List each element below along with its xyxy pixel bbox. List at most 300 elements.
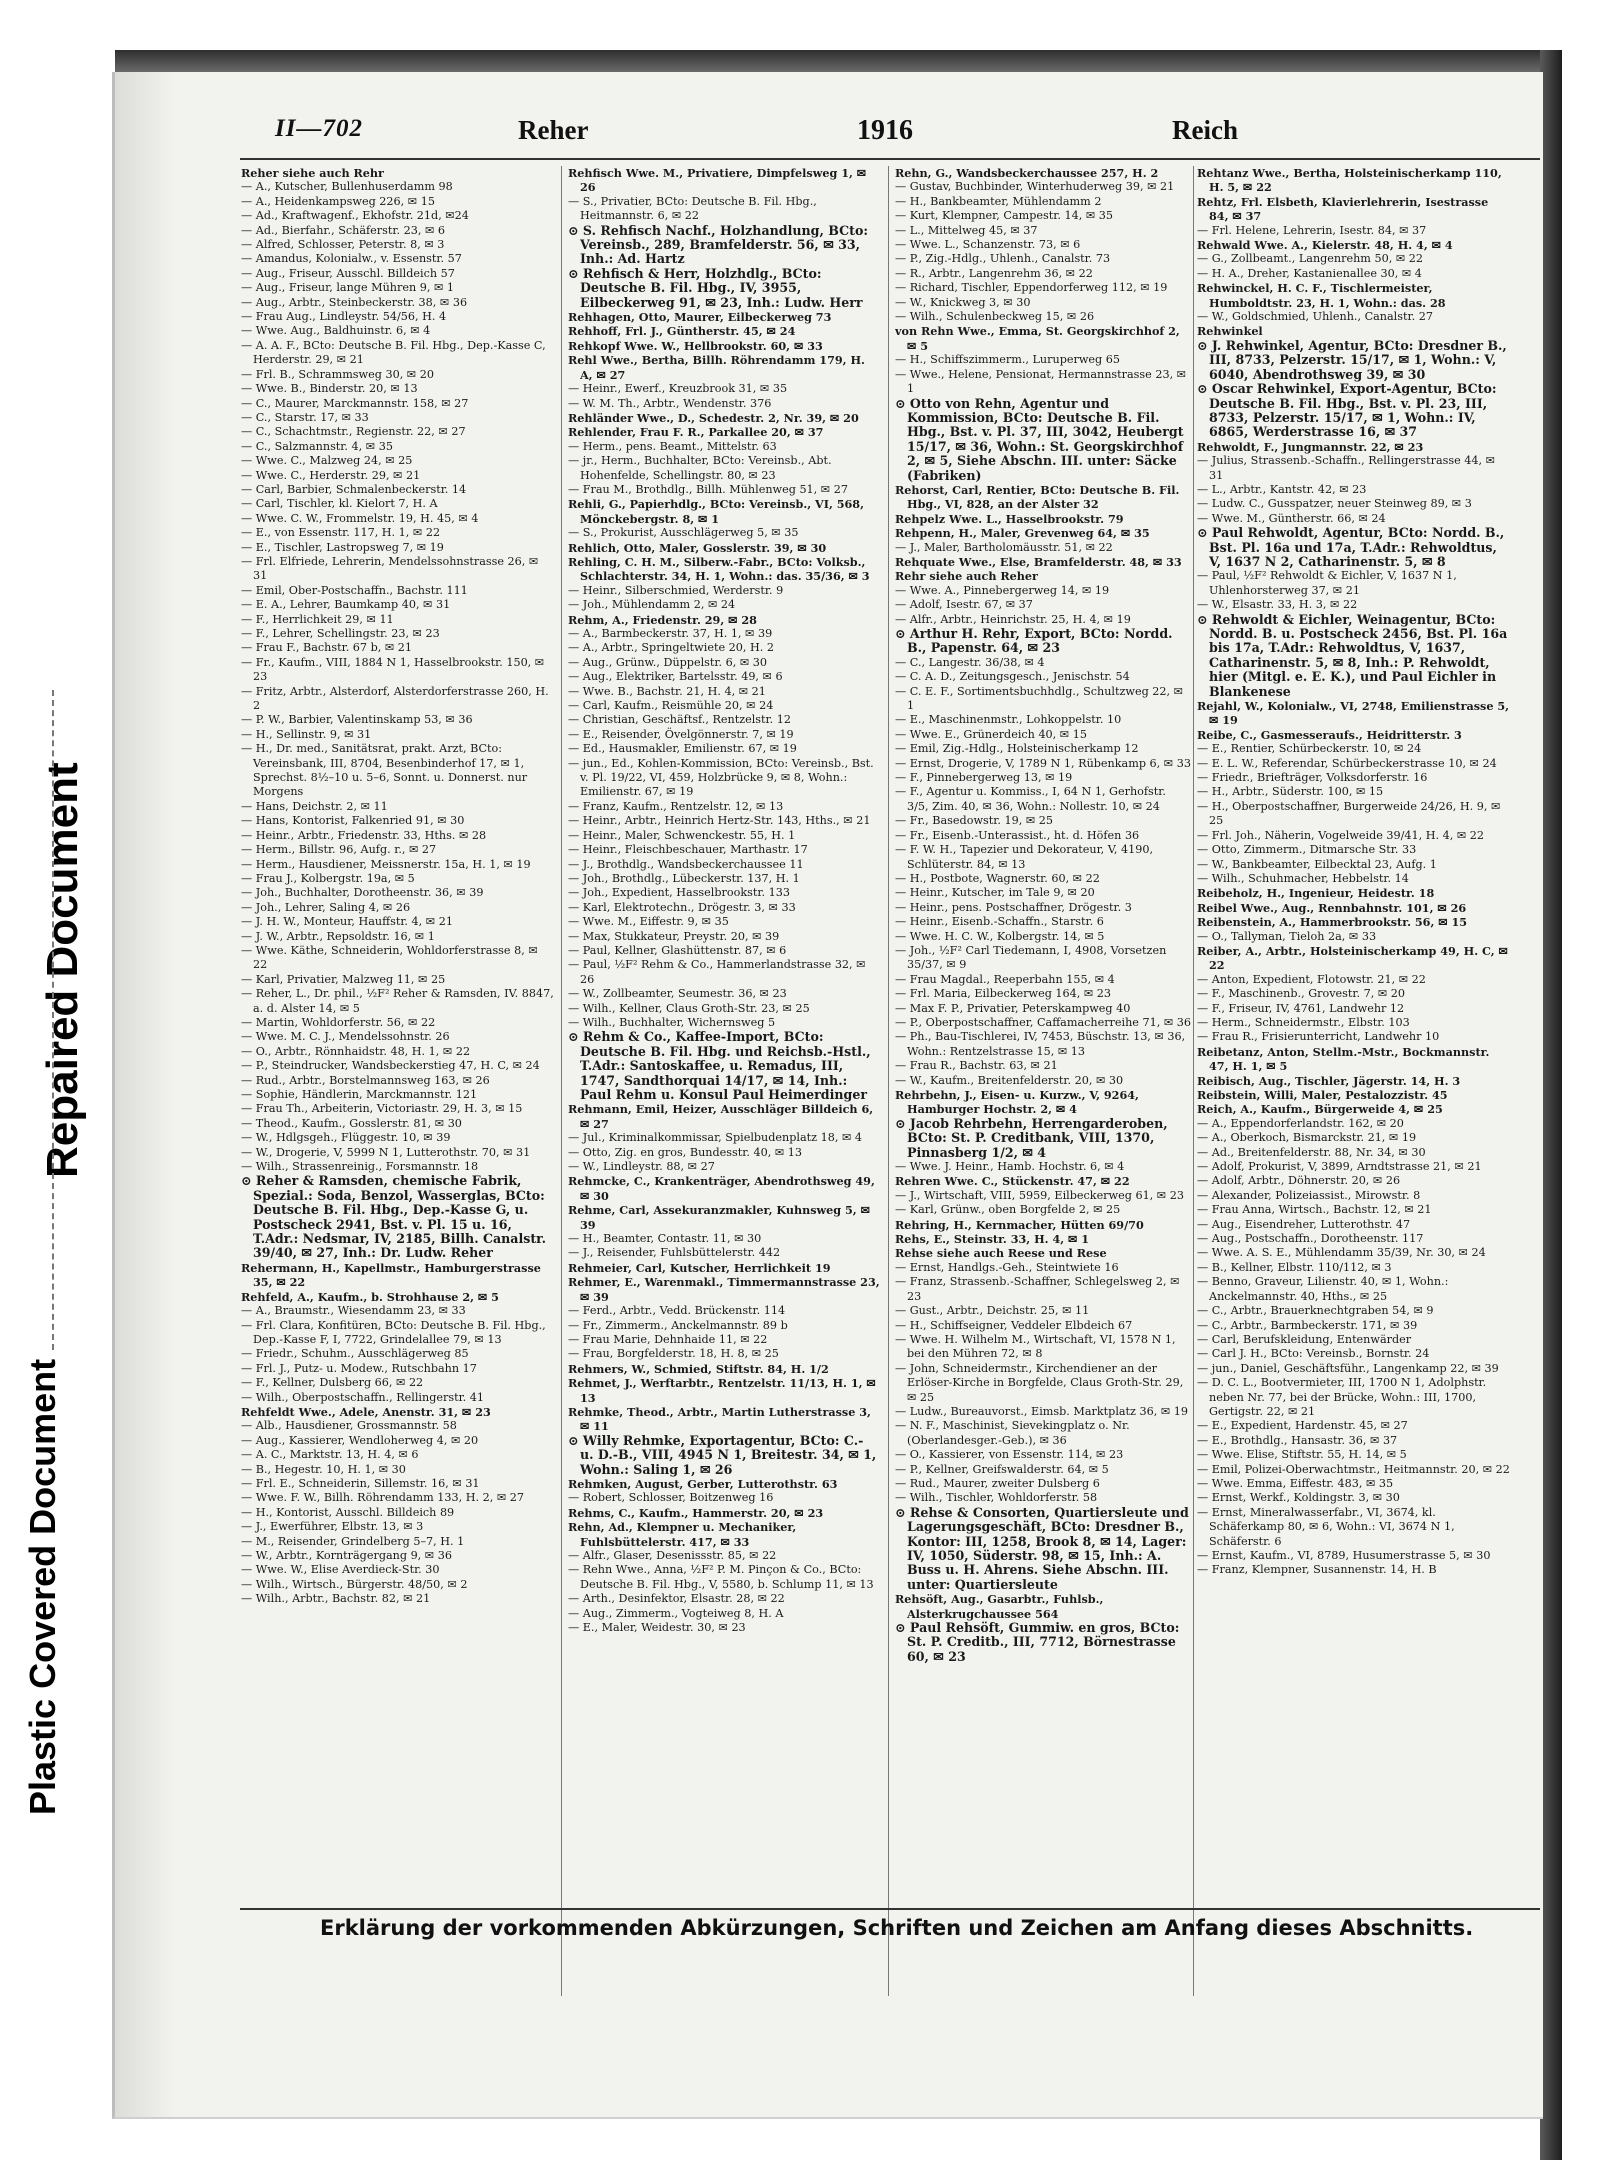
directory-entry: — B., Kellner, Elbstr. 110/112, ✉ 3: [1197, 1260, 1392, 1274]
directory-entry: Rehling, C. H. M., Silberw.-Fabr., BCto: Volksb., Schlachterstr. 34, H. 1, Wohn.: das. 35/36, ✉ 3: [568, 554, 870, 584]
directory-entry: — Wilh., Oberpostschaffn., Rellingerstr. 41: [241, 1390, 485, 1404]
directory-column-1: [241, 166, 554, 2086]
directory-entry: — Otto, Zimmerm., Ditmarsche Str. 33: [1197, 843, 1417, 857]
directory-entry: — Wwe. B., Bachstr. 21, H. 4, ✉ 21: [568, 684, 766, 698]
directory-entry: — Wwe. A. S. E., Mühlendamm 35/39, Nr. 30, ✉ 24: [1197, 1246, 1486, 1260]
directory-entry: ⊙ Rehm & Co., Kaffee-Import, BCto: Deutsche B. Fil. Hbg. und Reichsb.-Hstl., T.Adr.: Santoskaffee, u. Remadus, III, 1747, Sandthorquai 14/17, ✉ 14, Inh.: Paul Rehm u. Konsul Paul Heimerdinger: [568, 1029, 871, 1102]
directory-entry: — C. E. F., Sortimentsbuchhdlg., Schultzweg 22, ✉ 1: [895, 684, 1184, 713]
directory-entry: — Fr., Basedowstr. 19, ✉ 25: [895, 814, 1053, 828]
directory-entry: — Ed., Hausmakler, Emilienstr. 67, ✉ 19: [568, 742, 797, 756]
directory-entry: — Wilh., Buchhalter, Wichernsweg 5: [568, 1015, 776, 1029]
directory-entry: — John, Schneidermstr., Kirchendiener an der Erlöser-Kirche in Borgfelde, Claus Groth-Str. 29, ✉ 25: [895, 1361, 1184, 1404]
directory-entry: — L., Mittelweg 45, ✉ 37: [895, 223, 1038, 237]
directory-entry: Rehwald Wwe. A., Kielerstr. 48, H. 4, ✉ 4: [1197, 238, 1453, 253]
directory-entry: — Carl, Barbier, Schmalenbeckerstr. 14: [241, 482, 467, 496]
directory-entry: — Paul, Kellner, Glashüttenstr. 87, ✉ 6: [568, 943, 787, 957]
directory-entry: — O., Arbtr., Rönnhaidstr. 48, H. 1, ✉ 22: [241, 1044, 471, 1058]
directory-entry: — Ad., Bierfahr., Schäferstr. 23, ✉ 6: [241, 223, 445, 237]
directory-entry: — Herm., Schneidermstr., Elbstr. 103: [1197, 1015, 1410, 1029]
directory-entry: — Wwe., Helene, Pensionat, Hermannstrasse 23, ✉ 1: [895, 367, 1187, 396]
directory-entry: — Ernst, Werkf., Koldingstr. 3, ✉ 30: [1197, 1491, 1400, 1505]
directory-entry: Rehmken, August, Gerber, Lutterothstr. 63: [568, 1476, 838, 1491]
directory-entry: Rehfisch Wwe. M., Privatiere, Dimpfelsweg 1, ✉ 26: [568, 166, 867, 195]
directory-entry: — Ph., Bau-Tischlerei, IV, 7453, Büschstr. 13, ✉ 36, Wohn.: Rentzelstrasse 15, ✉ 13: [895, 1030, 1186, 1058]
header-first-word: Reher: [518, 115, 589, 145]
directory-entry: — Benno, Graveur, Lilienstr. 40, ✉ 1, Wohn.: Anckelmannstr. 40, Hths., ✉ 25: [1197, 1275, 1449, 1303]
directory-entry: — Franz, Strassenb.-Schaffner, Schlegelsweg 2, ✉ 23: [895, 1275, 1180, 1303]
directory-entry: — P., Steindrucker, Wandsbeckerstieg 47, H. C, ✉ 24: [241, 1059, 540, 1073]
directory-entry: Rehkopf Wwe. W., Hellbrookstr. 60, ✉ 33: [568, 338, 823, 353]
directory-entry: — Wilh., Kellner, Claus Groth-Str. 23, ✉ 25: [568, 1001, 810, 1015]
directory-entry: Rehpenn, H., Maler, Grevenweg 64, ✉ 35: [895, 526, 1150, 541]
directory-entry: — H., Schiffseigner, Veddeler Elbdeich 67: [895, 1318, 1133, 1332]
directory-entry: — Wwe. Elise, Stiftstr. 55, H. 14, ✉ 5: [1197, 1448, 1407, 1462]
directory-entry: von Rehn Wwe., Emma, St. Georgskirchhof 2, ✉ 5: [895, 324, 1180, 353]
directory-entry: — Otto, Zig. en gros, Bundesstr. 40, ✉ 13: [568, 1145, 802, 1159]
side-divider: [52, 690, 54, 1350]
directory-entry: — Herm., Hausdiener, Meissnerstr. 15a, H. 1, ✉ 19: [241, 857, 531, 871]
directory-entry: — C., Starstr. 17, ✉ 33: [241, 410, 369, 424]
directory-entry: — Wwe. A., Pinnebergerweg 14, ✉ 19: [895, 583, 1110, 597]
directory-entry: — Heinr., Ewerf., Kreuzbrook 31, ✉ 35: [568, 382, 788, 396]
directory-entry: Rehmeier, Carl, Kutscher, Herrlichkeit 19: [568, 1260, 831, 1275]
directory-entry: Rehl Wwe., Bertha, Billh. Röhrendamm 179, H. A, ✉ 27: [568, 353, 865, 382]
directory-entry: — H., Kontorist, Ausschl. Billdeich 89: [241, 1505, 455, 1519]
directory-entry: — E., Reisender, Övelgönnerstr. 7, ✉ 19: [568, 727, 794, 741]
directory-entry: ⊙ J. Rehwinkel, Agentur, BCto: Dresdner B., III, 8733, Pelzerstr. 15/17, ✉ 1, Wohn.: V, 6040, Abendrothsweg 39, ✉ 30: [1197, 337, 1507, 382]
directory-entry: — Alfred, Schlosser, Peterstr. 8, ✉ 3: [241, 238, 445, 252]
directory-entry: — E., Brothdlg., Hansastr. 36, ✉ 37: [1197, 1433, 1398, 1447]
directory-entry: — Sophie, Händlerin, Marckmannstr. 121: [241, 1088, 478, 1101]
directory-entry: — Franz, Kaufm., Rentzelstr. 12, ✉ 13: [568, 799, 784, 813]
directory-entry: Rehse siehe auch Reese und Rese: [895, 1246, 1107, 1261]
directory-entry: — H., Schiffszimmerm., Luruperweg 65: [895, 353, 1120, 367]
directory-entry: — E., Expedient, Hardenstr. 45, ✉ 27: [1197, 1419, 1408, 1433]
directory-entry: — H., Bankbeamter, Mühlendamm 2: [895, 194, 1102, 208]
column-divider: [888, 166, 889, 1996]
directory-entry: — Martin, Wohldorferstr. 56, ✉ 22: [241, 1015, 436, 1029]
directory-entry: — Frl. J., Putz- u. Modew., Rutschbahn 17: [241, 1361, 477, 1375]
directory-entry: — Anton, Expedient, Flotowstr. 21, ✉ 22: [1197, 972, 1426, 986]
directory-entry: Rehpelz Wwe. L., Hasselbrookstr. 79: [895, 511, 1124, 526]
directory-entry: — P., Kellner, Greifswalderstr. 64, ✉ 5: [895, 1462, 1109, 1476]
directory-entry: — H., Oberpostschaffner, Burgerweide 24/26, H. 9, ✉ 25: [1197, 799, 1501, 828]
directory-entry: — S., Privatier, BCto: Deutsche B. Fil. Hbg., Heitmannstr. 6, ✉ 22: [568, 194, 817, 223]
directory-column-3: [895, 166, 1191, 2086]
directory-entry: — Heinr., Kutscher, im Tale 9, ✉ 20: [895, 886, 1095, 900]
directory-entry: — Carl, Berufskleidung, Entenwärder: [1197, 1332, 1412, 1346]
directory-entry: — E., von Essenstr. 117, H. 1, ✉ 22: [241, 526, 441, 540]
directory-entry: Rehs, E., Steinstr. 33, H. 4, ✉ 1: [895, 1232, 1090, 1247]
directory-entry: Rehermann, H., Kapellmstr., Hamburgerstrasse 35, ✉ 22: [241, 1260, 541, 1290]
directory-entry: — H., Beamter, Contastr. 11, ✉ 30: [568, 1232, 762, 1246]
footer-note: Erklärung der vorkommenden Abkürzungen, Schriften und Zeichen am Anfang dieses Abschnitts.: [320, 1916, 1474, 1940]
directory-entry: — Wilh., Strassenreinig., Forsmannstr. 18: [241, 1160, 479, 1174]
directory-entry: — Kurt, Klempner, Campestr. 14, ✉ 35: [895, 209, 1114, 223]
column-divider: [1193, 166, 1194, 1996]
directory-entry: Reich, A., Kaufm., Bürgerweide 4, ✉ 25: [1197, 1102, 1443, 1117]
directory-entry: — Heinr., pens. Postschaffner, Drögestr. 3: [895, 900, 1132, 914]
directory-entry: — Wwe. W., Elise Averdieck-Str. 30: [241, 1563, 440, 1577]
directory-entry: ⊙ S. Rehfisch Nachf., Holzhandlung, BCto: Vereinsb., 289, Bramfelderstr. 56, ✉ 33, Inh.: Ad. Hartz: [568, 222, 869, 267]
directory-entry: Rehrbehn, J., Eisen- u. Kurzw., V, 9264, Hamburger Hochstr. 2, ✉ 4: [895, 1088, 1139, 1117]
directory-entry: — F., Pinnebergerweg 13, ✉ 19: [895, 771, 1073, 785]
directory-entry: — H., Arbtr., Süderstr. 100, ✉ 15: [1197, 785, 1384, 799]
directory-entry: — E. A., Lehrer, Baumkamp 40, ✉ 31: [241, 598, 451, 612]
page-number: II—702: [275, 115, 363, 142]
directory-entry: Rehm, A., Friedenstr. 29, ✉ 28: [568, 612, 757, 627]
directory-entry: — J. H. W., Monteur, Hauffstr. 4, ✉ 21: [241, 915, 453, 929]
directory-entry: — Wwe. M., Güntherstr. 66, ✉ 24: [1197, 511, 1386, 525]
directory-entry: — Aug., Postschaffn., Dorotheenstr. 117: [1197, 1232, 1424, 1246]
directory-entry: — Heinr., Arbtr., Friedenstr. 33, Hths. ✉ 28: [241, 828, 487, 842]
directory-entry: — W., Arbtr., Kornträgergang 9, ✉ 36: [241, 1549, 452, 1562]
directory-entry: — Wwe. C., Malzweg 24, ✉ 25: [241, 454, 413, 468]
directory-entry: — Ernst, Handlgs.-Geh., Steintwiete 16: [895, 1260, 1119, 1274]
directory-column-2: [568, 166, 881, 2086]
directory-entry: — Joh., Buchhalter, Dorotheenstr. 36, ✉ 39: [241, 886, 484, 900]
directory-entry: Rejahl, W., Kolonialw., VI, 2748, Emilienstrasse 5, ✉ 19: [1197, 699, 1510, 728]
directory-entry: — Alfr., Arbtr., Heinrichstr. 25, H. 4, ✉ 19: [895, 612, 1131, 626]
directory-entry: Rehtanz Wwe., Bertha, Holsteinischerkamp 110, H. 5, ✉ 22: [1197, 166, 1502, 195]
directory-entry: — Ernst, Kaufm., VI, 8789, Husumerstrasse 5, ✉ 30: [1197, 1549, 1491, 1562]
directory-entry: — H. A., Dreher, Kastanienallee 30, ✉ 4: [1197, 266, 1422, 280]
directory-entry: — A., Eppendorferlandstr. 162, ✉ 20: [1197, 1116, 1404, 1130]
directory-entry: Rehmer, E., Warenmakl., Timmermannstrasse 23, ✉ 39: [568, 1275, 880, 1304]
directory-entry: — Frau R., Frisierunterricht, Landwehr 10: [1197, 1030, 1440, 1044]
directory-entry: — Frau J., Kolbergstr. 19a, ✉ 5: [241, 871, 415, 885]
directory-entry: — Frau Aug., Lindleystr. 54/56, H. 4: [241, 310, 447, 324]
directory-entry: — A. A. F., BCto: Deutsche B. Fil. Hbg., Dep.-Kasse C, Herderstr. 29, ✉ 21: [241, 338, 546, 367]
directory-entry: — Wwe. H. C. W., Kolbergstr. 14, ✉ 5: [895, 929, 1105, 943]
directory-entry: — F., Herrlichkeit 29, ✉ 11: [241, 612, 394, 626]
directory-entry: Rehlich, Otto, Maler, Gosslerstr. 39, ✉ 30: [568, 540, 827, 555]
directory-entry: — Wilh., Wirtsch., Bürgerstr. 48/50, ✉ 2: [241, 1577, 468, 1591]
directory-entry: Rehn, Ad., Klempner u. Mechaniker, Fuhlsbüttelerstr. 417, ✉ 33: [568, 1520, 797, 1549]
directory-entry: ⊙ Oscar Rehwinkel, Export-Agentur, BCto: Deutsche B. Fil. Hbg., Bst. v. Pl. 23, III, 8733, Pelzerstr. 15/17, ✉ 1, Wohn.: IV, 6865, Werderstrasse 16, ✉ 37: [1197, 381, 1497, 440]
directory-entry: — C., Arbtr., Brauerknechtgraben 54, ✉ 9: [1197, 1304, 1434, 1318]
directory-entry: Rehmann, Emil, Heizer, Ausschläger Billdeich 6, ✉ 27: [568, 1102, 874, 1131]
header-year: 1916: [857, 115, 913, 146]
directory-entry: — jun., Ed., Kohlen-Kommission, BCto: Vereinsb., Bst. v. Pl. 19/22, VI, 459, Holzbrücke 9, ✉ 8, Wohn.: Emilienstr. 67, ✉ 19: [568, 756, 874, 799]
directory-entry: — Fr., Zimmerm., Anckelmannstr. 89 b: [568, 1318, 788, 1332]
directory-entry: — A., Heidenkampsweg 226, ✉ 15: [241, 194, 435, 208]
directory-entry: — C., Langestr. 36/38, ✉ 4: [895, 655, 1045, 669]
directory-entry: — Aug., Friseur, lange Mühren 9, ✉ 1: [241, 281, 455, 295]
directory-entry: — Herm., Billstr. 96, Aufg. r., ✉ 27: [241, 843, 437, 857]
directory-entry: — J., Brothdlg., Wandsbeckerchaussee 11: [568, 857, 804, 871]
directory-entry: Rehwinckel, H. C. F., Tischlermeister, Humboldtstr. 23, H. 1, Wohn.: das. 28: [1197, 281, 1446, 310]
directory-entry: — F., Maschinenb., Grovestr. 7, ✉ 20: [1197, 987, 1406, 1001]
directory-entry: — W., Zollbeamter, Seumestr. 36, ✉ 23: [568, 987, 787, 1001]
directory-entry: — Amandus, Kolonialw., v. Essenstr. 57: [241, 252, 462, 266]
directory-entry: — G., Zollbeamt., Langenrehm 50, ✉ 22: [1197, 252, 1423, 266]
directory-entry: — Fr., Eisenb.-Unterassist., ht. d. Höfen 36: [895, 828, 1140, 842]
directory-entry: — Alb., Hausdiener, Grossmannstr. 58: [241, 1419, 457, 1433]
directory-entry: — F., Lehrer, Schellingstr. 23, ✉ 23: [241, 627, 440, 640]
directory-entry: — A., Kutscher, Bullenhuserdamm 98: [241, 180, 453, 194]
directory-entry: — Gust., Arbtr., Deichstr. 25, ✉ 11: [895, 1304, 1090, 1318]
directory-entry: — Frl. B., Schrammsweg 30, ✉ 20: [241, 367, 434, 381]
directory-entry: — Joh., Expedient, Hasselbrookstr. 133: [568, 886, 790, 900]
directory-entry: Rehländer Wwe., D., Schedestr. 2, Nr. 39, ✉ 20: [568, 410, 859, 425]
directory-entry: — J., Maler, Bartholomäusstr. 51, ✉ 22: [895, 540, 1113, 554]
directory-entry: — Christian, Geschäftsf., Rentzelstr. 12: [568, 713, 792, 727]
directory-entry: — Wilh., Schuhmacher, Hebbelstr. 14: [1197, 871, 1409, 885]
directory-entry: — A. C., Marktstr. 13, H. 4, ✉ 6: [241, 1448, 419, 1462]
directory-entry: — Hans, Deichstr. 2, ✉ 11: [241, 799, 388, 813]
directory-entry: — W., Drogerie, V, 5999 N 1, Lutterothstr. 70, ✉ 31: [241, 1145, 531, 1159]
directory-entry: — Wwe. Emma, Eiffestr. 483, ✉ 35: [1197, 1476, 1394, 1490]
directory-entry: — Wwe. L., Schanzenstr. 73, ✉ 6: [895, 238, 1081, 252]
directory-entry: ⊙ Arthur H. Rehr, Export, BCto: Nordd. B., Papenstr. 64, ✉ 23: [895, 626, 1173, 656]
directory-entry: — F., Kellner, Dulsberg 66, ✉ 22: [241, 1376, 424, 1390]
directory-entry: Rehme, Carl, Assekuranzmakler, Kuhnsweg 5, ✉ 39: [568, 1203, 870, 1232]
directory-entry: — Carl, Tischler, kl. Kielort 7, H. A: [241, 497, 438, 511]
directory-column-4: [1197, 166, 1510, 2086]
footer-rule: [240, 1908, 1540, 1910]
directory-entry: — P., Zig.-Hdlg., Uhlenh., Canalstr. 73: [895, 252, 1111, 266]
directory-entry: — Emil, Ober-Postschaffn., Bachstr. 111: [241, 583, 468, 597]
directory-entry: — Paul, ½F² Rehwoldt & Eichler, V, 1637 N 1, Uhlenhorsterweg 37, ✉ 21: [1197, 569, 1457, 597]
directory-entry: — W., Goldschmied, Uhlenh., Canalstr. 27: [1197, 310, 1433, 324]
directory-entry: — Fr., Kaufm., VIII, 1884 N 1, Hasselbrookstr. 150, ✉ 23: [241, 655, 545, 684]
directory-entry: — Rehn Wwe., Anna, ½F² P. M. Pinçon & Co., BCto: Deutsche B. Fil. Hbg., V, 5580, b. Schlump 11, ✉ 13: [568, 1563, 874, 1591]
directory-entry: — Ad., Kraftwagenf., Ekhofstr. 21d, ✉24: [241, 209, 469, 223]
directory-entry: — Robert, Schlosser, Boitzenweg 16: [568, 1491, 774, 1505]
directory-entry: — C., Schachtmstr., Regienstr. 22, ✉ 27: [241, 425, 466, 439]
directory-entry: — E. L. W., Referendar, Schürbeckerstrasse 10, ✉ 24: [1197, 756, 1497, 770]
directory-entry: — Wilh., Arbtr., Bachstr. 82, ✉ 21: [241, 1592, 431, 1606]
directory-entry: — Emil, Zig.-Hdlg., Holsteinischerkamp 12: [895, 742, 1139, 756]
directory-entry: — Aug., Arbtr., Steinbeckerstr. 38, ✉ 36: [241, 295, 468, 309]
side-label-repaired: Repaired Document: [38, 762, 87, 1178]
directory-entry: — Joh., Brothdlg., Lübeckerstr. 137, H. 1: [568, 871, 800, 885]
directory-entry: — Frau R., Bachstr. 63, ✉ 21: [895, 1059, 1058, 1073]
directory-entry: — E., Tischler, Lastropsweg 7, ✉ 19: [241, 540, 444, 554]
directory-entry: — A., Arbtr., Springeltwiete 20, H. 2: [568, 641, 774, 655]
directory-entry: — R., Arbtr., Langenrehm 36, ✉ 22: [895, 266, 1093, 280]
directory-entry: — S., Prokurist, Ausschlägerweg 5, ✉ 35: [568, 526, 799, 540]
directory-entry: — Adolf, Arbtr., Döhnerstr. 20, ✉ 26: [1197, 1174, 1401, 1188]
directory-entry: Reibetanz, Anton, Stellm.-Mstr., Bockmannstr. 47, H. 1, ✉ 5: [1197, 1044, 1490, 1074]
directory-entry: Rehli, G., Papierhdlg., BCto: Vereinsb., VI, 568, Mönckebergstr. 8, ✉ 1: [568, 497, 864, 526]
directory-entry: — Wwe. B., Binderstr. 20, ✉ 13: [241, 382, 418, 396]
directory-entry: — Jul., Kriminalkommissar, Spielbudenplatz 18, ✉ 4: [568, 1131, 863, 1145]
directory-entry: — E., Rentier, Schürbeckerstr. 10, ✉ 24: [1197, 742, 1422, 756]
directory-entry: — M., Reisender, Grindelberg 5–7, H. 1: [241, 1534, 465, 1548]
directory-entry: — Wwe. C., Herderstr. 29, ✉ 21: [241, 468, 421, 482]
directory-entry: — Joh., ½F² Carl Tiedemann, I, 4908, Vorsetzen 35/37, ✉ 9: [895, 943, 1167, 972]
directory-entry: — Max F. P., Privatier, Peterskampweg 40: [895, 1001, 1131, 1015]
directory-entry: — Heinr., Silberschmied, Werderstr. 9: [568, 583, 784, 597]
directory-entry: — Julius, Strassenb.-Schaffn., Rellingerstrasse 44, ✉ 31: [1197, 454, 1496, 482]
directory-entry: — W., Knickweg 3, ✉ 30: [895, 295, 1031, 309]
directory-entry: — Wwe. E., Grünerdeich 40, ✉ 15: [895, 727, 1087, 741]
directory-entry: Rehfeldt Wwe., Adele, Anenstr. 31, ✉ 23: [241, 1404, 491, 1419]
directory-entry: — Karl, Elektrotechn., Drögestr. 3, ✉ 33: [568, 900, 796, 914]
directory-entry: — Emil, Polizei-Oberwachtmstr., Heitmannstr. 20, ✉ 22: [1197, 1462, 1510, 1476]
directory-entry: Reibeholz, H., Ingenieur, Heidestr. 18: [1197, 886, 1435, 901]
scan-edge-right: [1540, 50, 1562, 2160]
directory-entry: Rehwinkel: [1197, 324, 1263, 339]
directory-entry: — Carl J. H., BCto: Vereinsb., Bornstr. 24: [1197, 1347, 1430, 1361]
directory-entry: — Aug., Grünw., Düppelstr. 6, ✉ 30: [568, 655, 768, 669]
directory-entry: — Friedr., Briefträger, Volksdorferstr. 16: [1197, 771, 1428, 785]
directory-entry: — Friedr., Schuhm., Ausschlägerweg 85: [241, 1347, 469, 1361]
directory-entry: — Frl. E., Schneiderin, Sillemstr. 16, ✉ 31: [241, 1476, 480, 1490]
directory-entry: Rehquate Wwe., Else, Bramfelderstr. 48, ✉ 33: [895, 554, 1182, 569]
directory-entry: — Richard, Tischler, Eppendorferweg 112, ✉ 19: [895, 281, 1168, 295]
directory-entry: — Fritz, Arbtr., Alsterdorf, Alsterdorferstrasse 260, H. 2: [241, 684, 549, 713]
directory-entry: Rehmke, Theod., Arbtr., Martin Lutherstrasse 3, ✉ 11: [568, 1404, 871, 1434]
directory-entry: — P. W., Barbier, Valentinskamp 53, ✉ 36: [241, 713, 473, 727]
directory-entry: — W., Hdlgsgeh., Flüggestr. 10, ✉ 39: [241, 1131, 451, 1145]
directory-entry: — Aug., Eisendreher, Lutterothstr. 47: [1197, 1217, 1411, 1231]
directory-entry: — W., Bankbeamter, Eilbecktal 23, Aufg. 1: [1197, 857, 1437, 871]
directory-entry: Reiber, A., Arbtr., Holsteinischerkamp 49, H. C, ✉ 22: [1197, 943, 1508, 973]
directory-entry: ⊙ Otto von Rehn, Agentur und Kommission, BCto: Deutsche B. Fil. Hbg., Bst. v. Pl. 37, III, 3042, Heubergt 15/17, ✉ 36, Wohn.: St. Georgskirchhof 2, ✉ 5, Siehe Abschn. III. unter: Säcke (Fabriken): [895, 395, 1184, 483]
directory-entry: Rehms, C., Kaufm., Hammerstr. 20, ✉ 23: [568, 1505, 824, 1520]
directory-entry: ⊙ Rehfisch & Herr, Holzhdlg., BCto: Deutsche B. Fil. Hbg., IV, 3955, Eilbeckerweg 91, ✉ 23, Inh.: Ludw. Herr: [568, 265, 863, 310]
directory-entry: — Aug., Friseur, Ausschl. Billdeich 57: [241, 266, 455, 280]
directory-entry: — W., Lindleystr. 88, ✉ 27: [568, 1160, 715, 1174]
directory-entry: — Ferd., Arbtr., Vedd. Brückenstr. 114: [568, 1304, 786, 1318]
directory-entry: — Heinr., Eisenb.-Schaffn., Starstr. 6: [895, 915, 1104, 929]
directory-entry: — E., Maschinenmstr., Lohkoppelstr. 10: [895, 713, 1122, 727]
directory-entry: Rehorst, Carl, Rentier, BCto: Deutsche B. Fil. Hbg., VI, 828, an der Alster 32: [895, 482, 1180, 512]
directory-entry: — O., Tallyman, Tieloh 2a, ✉ 33: [1197, 929, 1377, 943]
directory-entry: — L., Arbtr., Kantstr. 42, ✉ 23: [1197, 482, 1367, 496]
directory-entry: Reibel Wwe., Aug., Rennbahnstr. 101, ✉ 26: [1197, 900, 1467, 915]
directory-entry: — Heinr., Fleischbeschauer, Marthastr. 17: [568, 843, 808, 857]
directory-entry: — Wilh., Tischler, Wohldorferstr. 58: [895, 1491, 1098, 1505]
directory-entry: — Ernst, Mineralwasserfabr., VI, 3674, kl. Schäferkamp 80, ✉ 6, Wohn.: VI, 3674 N 1, Schäferstr. 6: [1197, 1505, 1455, 1548]
directory-entry: — Aug., Zimmerm., Vogteiweg 8, H. A: [568, 1606, 784, 1620]
directory-entry: — Ludw., Bureauvorst., Eimsb. Marktplatz 36, ✉ 19: [895, 1404, 1189, 1418]
directory-entry: Rehmet, J., Werftarbtr., Rentzelstr. 11/13, H. 1, ✉ 13: [568, 1376, 876, 1405]
directory-entry: — Rud., Arbtr., Borstelmannsweg 163, ✉ 26: [241, 1073, 490, 1087]
directory-entry: — Aug., Elektriker, Bartelsstr. 49, ✉ 6: [568, 670, 783, 684]
directory-entry: Reibenstein, A., Hammerbrookstr. 56, ✉ 15: [1197, 915, 1468, 930]
directory-entry: — Adolf, Isestr. 67, ✉ 37: [895, 598, 1033, 612]
directory-entry: — O., Kassierer, von Essenstr. 114, ✉ 23: [895, 1448, 1124, 1462]
page-header: [275, 115, 1475, 155]
directory-entry: — Adolf, Prokurist, V, 3899, Arndtstrasse 21, ✉ 21: [1197, 1160, 1482, 1174]
directory-entry: — C. A. D., Zeitungsgesch., Jenischstr. 54: [895, 670, 1130, 684]
directory-entry: — Frau, Borgfelderstr. 18, H. 8, ✉ 25: [568, 1347, 779, 1361]
directory-entry: — Herm., pens. Beamt., Mittelstr. 63: [568, 439, 777, 453]
directory-entry: — Frau M., Brothdlg., Billh. Mühlenweg 51, ✉ 27: [568, 482, 848, 496]
directory-entry: — Carl, Kaufm., Reismühle 20, ✉ 24: [568, 699, 774, 713]
directory-entry: Rehhoff, Frl. J., Güntherstr. 45, ✉ 24: [568, 324, 796, 339]
directory-entry: — Frau Magdal., Reeperbahn 155, ✉ 4: [895, 972, 1115, 986]
directory-entry: ⊙ Willy Rehmke, Exportagentur, BCto: C.- u. D.-B., VIII, 4945 N 1, Breitestr. 34, ✉ 1, Wohn.: Saling 1, ✉ 26: [568, 1432, 877, 1477]
directory-entry: ⊙ Reher & Ramsden, chemische Fabrik, Spezial.: Soda, Benzol, Wasserglas, BCto: Deutsche B. Fil. Hbg., Dep.-Kasse G, u. Postscheck 2941, Bst. v. Pl. 15 u. 16, T.Adr.: Nedsmar, IV, 2185, Billh. Canalstr. 39/40, ✉ 27, Inh.: Dr. Ludw. Reher: [241, 1173, 547, 1261]
directory-entry: — E., Maler, Weidestr. 30, ✉ 23: [568, 1621, 746, 1635]
directory-entry: — Heinr., Maler, Schwenckestr. 55, H. 1: [568, 828, 796, 842]
directory-entry: — Frl. Helene, Lehrerin, Isestr. 84, ✉ 37: [1197, 223, 1427, 237]
column-divider: [561, 166, 562, 1996]
directory-entry: — Rud., Maurer, zweiter Dulsberg 6: [895, 1476, 1100, 1490]
directory-entry: — H., Postbote, Wagnerstr. 60, ✉ 22: [895, 871, 1100, 885]
directory-entry: Rehhagen, Otto, Maurer, Eilbeckerweg 73: [568, 310, 832, 325]
directory-entry: — Wilh., Schulenbeckweg 15, ✉ 26: [895, 310, 1095, 324]
directory-entry: Rehmers, W., Schmied, Stiftstr. 84, H. 1/2: [568, 1361, 829, 1376]
directory-entry: Reher siehe auch Rehr: [241, 166, 384, 180]
directory-entry: ⊙ Paul Rehsöft, Gummiw. en gros, BCto: St. P. Creditb., III, 7712, Börnestrasse 60, ✉ 23: [895, 1620, 1180, 1664]
directory-entry: — Ernst, Drogerie, V, 1789 N 1, Rübenkamp 6, ✉ 33: [895, 756, 1191, 770]
directory-entry: Rehfeld, A., Kaufm., b. Strohhause 2, ✉ 5: [241, 1289, 499, 1304]
directory-entry: — F. W. H., Tapezier und Dekorateur, V, 4190, Schlüterstr. 84, ✉ 13: [895, 843, 1154, 871]
directory-entry: — F., Agentur u. Kommiss., I, 64 N 1, Gerhofstr. 3/5, Zim. 40, ✉ 36, Wohn.: Nollestr. 10, ✉ 24: [895, 785, 1166, 813]
directory-entry: — Theod., Kaufm., Gosslerstr. 81, ✉ 30: [241, 1116, 462, 1130]
directory-entry: — J., Ewerführer, Elbstr. 13, ✉ 3: [241, 1520, 424, 1534]
directory-entry: — Frau F., Bachstr. 67 b, ✉ 21: [241, 641, 413, 655]
header-last-word: Reich: [1172, 115, 1238, 145]
directory-entry: — Frl. Clara, Konfitüren, BCto: Deutsche B. Fil. Hbg., Dep.-Kasse F, I, 7722, Grindelallee 79, ✉ 13: [241, 1318, 546, 1346]
directory-entry: — A., Braumstr., Wiesendamm 23, ✉ 33: [241, 1304, 466, 1318]
directory-entry: — Max, Stukkateur, Preystr. 20, ✉ 39: [568, 929, 780, 943]
side-label-plastic-covered: Plastic Covered Document: [22, 1358, 63, 1815]
directory-entry: — Heinr., Arbtr., Heinrich Hertz-Str. 143, Hths., ✉ 21: [568, 814, 871, 828]
directory-entry: — C., Maurer, Marckmannstr. 158, ✉ 27: [241, 396, 469, 410]
directory-entry: — A., Oberkoch, Bismarckstr. 21, ✉ 19: [1197, 1131, 1417, 1145]
directory-entry: — Joh., Mühlendamm 2, ✉ 24: [568, 598, 736, 612]
directory-entry: Rehwoldt, F., Jungmannstr. 22, ✉ 23: [1197, 439, 1424, 454]
directory-entry: — J., Wirtschaft, VIII, 5959, Eilbeckerweg 61, ✉ 23: [895, 1188, 1184, 1202]
header-rule: [240, 158, 1540, 160]
directory-entry: — Wwe. C. W., Frommelstr. 19, H. 45, ✉ 4: [241, 511, 479, 525]
directory-entry: — J., Reisender, Fuhlsbüttelerstr. 442: [568, 1246, 781, 1260]
directory-entry: — Joh., Lehrer, Saling 4, ✉ 26: [241, 900, 411, 914]
directory-entry: Rehren Wwe. C., Stückenstr. 47, ✉ 22: [895, 1174, 1130, 1189]
directory-entry: — W., Elsastr. 33, H. 3, ✉ 22: [1197, 598, 1358, 612]
directory-entry: — Wwe. F. W., Billh. Röhrendamm 133, H. 2, ✉ 27: [241, 1491, 525, 1505]
directory-entry: — H., Sellinstr. 9, ✉ 31: [241, 727, 372, 741]
directory-entry: Rehtz, Frl. Elsbeth, Klavierlehrerin, Isestrasse 84, ✉ 37: [1197, 194, 1489, 224]
directory-entry: — W. M. Th., Arbtr., Wendenstr. 376: [568, 396, 772, 410]
directory-entry: — D. C. L., Bootvermieter, III, 1700 N 1, Adolphstr. neben Nr. 77, bei der Brücke, Wohn.: III, 1700, Gertigstr. 22, ✉ 21: [1197, 1376, 1487, 1418]
directory-entry: ⊙ Paul Rehwoldt, Agentur, BCto: Nordd. B., Bst. Pl. 16a und 17a, T.Adr.: Rehwoldtus, V, 1637 N 2, Catharinenstr. 5, ✉ 8: [1197, 525, 1505, 569]
directory-entry: — Frau Anna, Wirtsch., Bachstr. 12, ✉ 21: [1197, 1203, 1432, 1217]
directory-entry: Rehsöft, Aug., Gasarbtr., Fuhlsb., Alsterkrugchaussee 564: [895, 1592, 1104, 1621]
directory-entry: Rehr siehe auch Reher: [895, 569, 1038, 584]
directory-entry: — Frau Th., Arbeiterin, Victoriastr. 29, H. 3, ✉ 15: [241, 1102, 523, 1116]
directory-entry: Reibisch, Aug., Tischler, Jägerstr. 14, H. 3: [1197, 1073, 1461, 1088]
directory-entry: — Paul, ½F² Rehm & Co., Hammerlandstrasse 32, ✉ 26: [568, 958, 866, 986]
directory-entry: — Alexander, Polizeiassist., Mirowstr. 8: [1197, 1188, 1421, 1202]
directory-entry: ⊙ Jacob Rehrbehn, Herrengarderoben, BCto: St. P. Creditbank, VIII, 1370, Pinnasberg 1/2, ✉ 4: [895, 1115, 1168, 1160]
directory-entry: — A., Barmbeckerstr. 37, H. 1, ✉ 39: [568, 627, 773, 640]
directory-entry: Rehn, G., Wandsbeckerchaussee 257, H. 2: [895, 166, 1159, 180]
directory-entry: — C., Arbtr., Barmbeckerstr. 171, ✉ 39: [1197, 1318, 1418, 1332]
directory-entry: Rehmcke, C., Krankenträger, Abendrothsweg 49, ✉ 30: [568, 1174, 875, 1203]
directory-entry: — Franz, Klempner, Susannenstr. 14, H. B: [1197, 1563, 1437, 1577]
directory-entry: — P., Oberpostschaffner, Caffamacherreihe 71, ✉ 36: [895, 1015, 1191, 1029]
directory-entry: — W., Kaufm., Breitenfelderstr. 20, ✉ 30: [895, 1073, 1124, 1087]
directory-entry: — jr., Herm., Buchhalter, BCto: Vereinsb., Abt. Hohenfelde, Schellingstr. 80, ✉ 23: [568, 454, 832, 482]
directory-entry: — Ad., Breitenfelderstr. 88, Nr. 34, ✉ 30: [1197, 1145, 1426, 1159]
directory-entry: Rehlender, Frau F. R., Parkallee 20, ✉ 37: [568, 425, 824, 440]
directory-entry: — Karl, Privatier, Malzweg 11, ✉ 25: [241, 972, 446, 986]
directory-entry: — Ludw. C., Gusspatzer, neuer Steinweg 89, ✉ 3: [1197, 497, 1472, 511]
directory-entry: — Hans, Kontorist, Falkenried 91, ✉ 30: [241, 814, 465, 828]
directory-entry: — Wwe. H. Wilhelm M., Wirtschaft, VI, 1578 N 1, bei den Mühren 72, ✉ 8: [895, 1332, 1176, 1361]
directory-entry: ⊙ Rehwoldt & Eichler, Weinagentur, BCto: Nordd. B. u. Postscheck 2456, Bst. Pl. 16a bis 17a, T.Adr.: Rehwoldtus, V, 1637, Catharinenstr. 5, ✉ 8, Inh.: P. Rehwoldt, hier (Mitgl. e. E. K.), und Paul Eichler in Blankenese: [1197, 611, 1508, 699]
directory-entry: — jun., Daniel, Geschäftsführ., Langenkamp 22, ✉ 39: [1197, 1361, 1499, 1375]
directory-entry: — Frau Marie, Dehnhaide 11, ✉ 22: [568, 1332, 768, 1346]
